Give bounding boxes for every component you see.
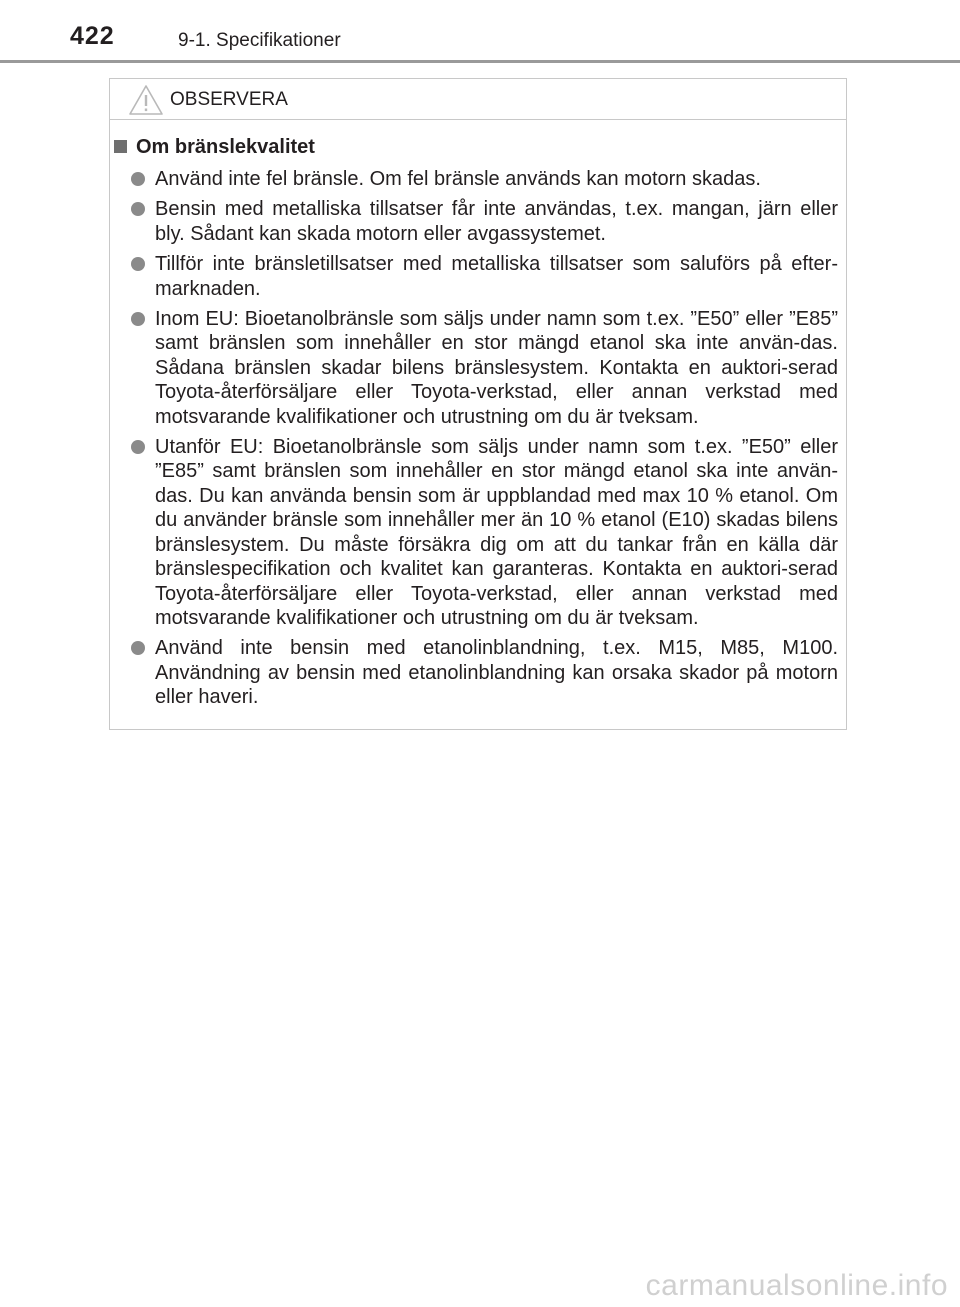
- circle-bullet-icon: [131, 440, 145, 454]
- square-bullet-icon: [114, 140, 127, 153]
- list-item-text: Använd inte bensin med etanolinblandning, t.ex. M15, M85, M100. Användning av bensin med etanolinblandning kan orsaka skador på motorn eller haveri.: [155, 637, 838, 709]
- notice-heading-text: Om bränslekvalitet: [136, 136, 315, 158]
- circle-bullet-icon: [131, 172, 145, 186]
- notice-box: [109, 78, 847, 730]
- warning-triangle-icon: [128, 84, 164, 116]
- list-item: [110, 435, 846, 630]
- list-item: [110, 197, 846, 246]
- page-number: 422: [70, 22, 115, 50]
- notice-list: [110, 167, 846, 710]
- list-item-text: Använd inte fel bränsle. Om fel bränsle används kan motorn skadas.: [155, 168, 761, 190]
- list-item: [110, 636, 846, 709]
- list-item: [110, 167, 846, 191]
- circle-bullet-icon: [131, 257, 145, 271]
- notice-body: [110, 135, 846, 716]
- circle-bullet-icon: [131, 641, 145, 655]
- circle-bullet-icon: [131, 202, 145, 216]
- list-item-text: Tillför inte bränsletillsatser med metalliska tillsatser som saluförs på efter-marknaden.: [155, 253, 838, 300]
- notice-heading: [114, 135, 846, 159]
- list-item: [110, 307, 846, 429]
- section-title: 9-1. Specifikationer: [178, 30, 341, 51]
- list-item-text: Utanför EU: Bioetanolbränsle som säljs under namn som t.ex. ”E50” eller ”E85” samt bränslen som innehåller en stor mängd etanol ska inte använ-das. Du kan använda bensin som är uppblandad med max 10 % etanol. Om du använder bränsle som innehåller mer än 10 % etanol (E10) skadas bilens bränslesystem. Du måste försäkra dig om att du tankar från en källa där bränslespecifikation och kvalitet kan garanteras. Kontakta en auktori-serad Toyota-återförsäljare eller Toyota-verkstad, eller annan verkstad med motsvarande kvalifikationer och utrustning om du är tveksam.: [155, 436, 838, 629]
- notice-header: [110, 79, 846, 120]
- header-divider: [0, 60, 960, 63]
- notice-label: OBSERVERA: [170, 89, 288, 110]
- circle-bullet-icon: [131, 312, 145, 326]
- list-item-text: Inom EU: Bioetanolbränsle som säljs under namn som t.ex. ”E50” eller ”E85” samt bränslen som innehåller en stor mängd etanol ska inte använ-das. Sådana bränslen skadar bilens bränslesystem. Kontakta en auktori-serad Toyota-återförsäljare eller Toyota-verkstad, eller annan verkstad med motsvarande kvalifikationer och utrustning om du är tveksam.: [155, 308, 838, 428]
- list-item-text: Bensin med metalliska tillsatser får inte användas, t.ex. mangan, järn eller bly. Sådant kan skada motorn eller avgassystemet.: [155, 198, 838, 245]
- list-item: [110, 252, 846, 301]
- watermark: carmanualsonline.info: [645, 1269, 948, 1302]
